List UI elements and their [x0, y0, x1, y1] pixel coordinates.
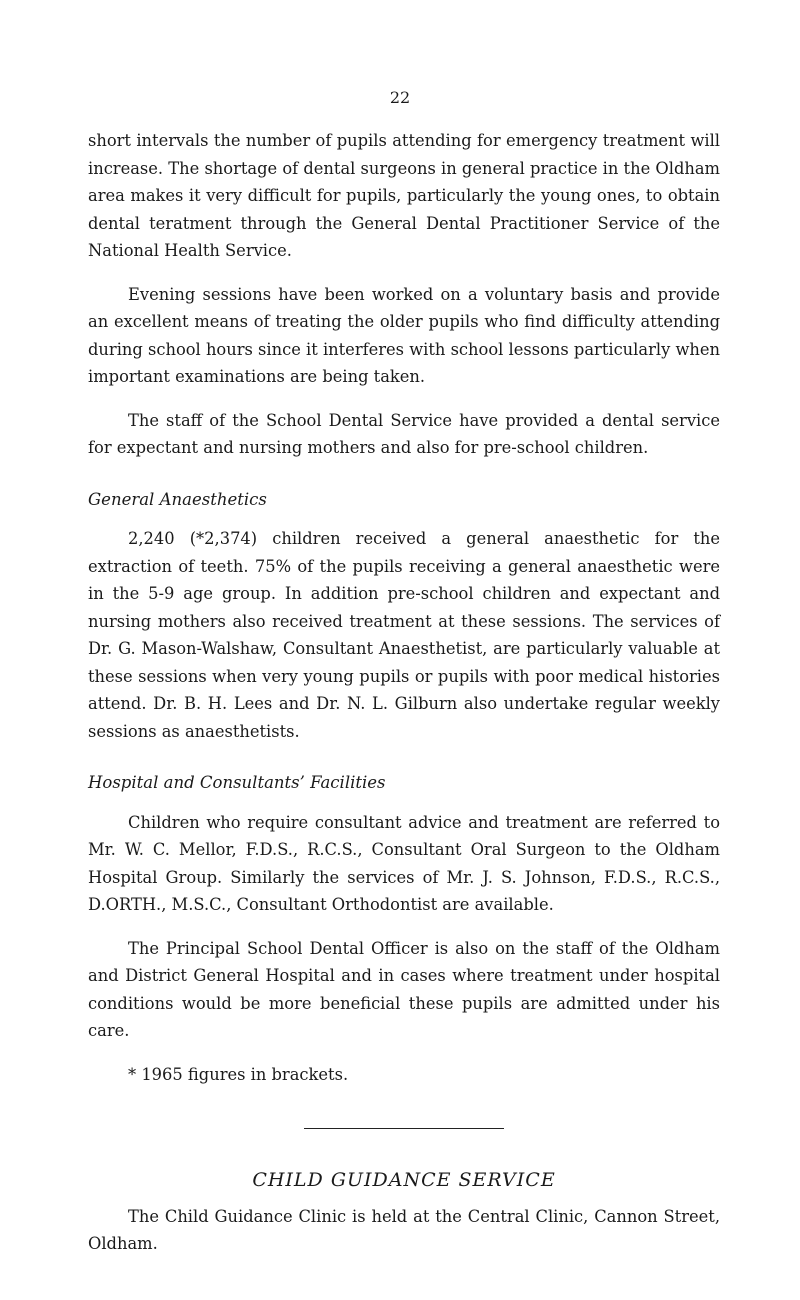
paragraph-anaesthetics: 2,240 (*2,374) children received a general anaesthetic for the extraction of teeth. 75% of the pupils receiving a general anaesthetic were in the 5-9 age group. In addition pre-school children and expectant and nursing mothers also received treatment at these sessions. The services of Dr. G. Mason-Walshaw, Consultant Anaesthetist, are particularly valuable at these sessions when very young pupils or pupils with poor medical histories attend. Dr. B. H. Lees and Dr. N. L. Gilburn also undertake regular weekly sessions as anaesthetists. — [88, 529, 720, 741]
paragraph-principal-officer: The Principal School Dental Officer is also on the staff of the Oldham and District General Hospital and in cases where treatment under hospital conditions would be more beneficial these pupils are admitted under his care. — [88, 938, 720, 1040]
paragraph-evening-sessions: Evening sessions have been worked on a voluntary basis and provide an excellent means of treating the older pupils who find difficulty attending during school hours since it interferes with school lessons particularly when important examinations are being taken. — [88, 284, 720, 386]
paragraph-child-guidance: The Child Guidance Clinic is held at the Central Clinic, Cannon Street, Oldham. — [88, 1206, 720, 1253]
document-body — [88, 127, 720, 1274]
heading-general-anaesthetics: General Anaesthetics — [88, 489, 267, 509]
section-divider — [304, 1128, 504, 1129]
footnote-figures: * 1965 figures in brackets. — [128, 1064, 349, 1084]
paragraph-consultant-advice: Children who require consultant advice and treatment are referred to Mr. W. C. Mellor, F.D.S., R.C.S., Consultant Oral Surgeon to the Oldham Hospital Group. Similarly the services of Mr. J. S. Johnson, F.D.S., R.C.S., D.ORTH., M.S.C., Consultant Orthodontist are available. — [88, 812, 720, 914]
heading-child-guidance: CHILD GUIDANCE SERVICE — [252, 1169, 556, 1191]
heading-hospital-consultants: Hospital and Consultants’ Facilities — [88, 773, 386, 792]
paragraph-expectant-mothers: The staff of the School Dental Service have provided a dental service for expectant and nursing mothers and also for pre-school children. — [88, 410, 720, 457]
paragraph-continuation: short intervals the number of pupils attending for emergency treatment will increase. The shortage of dental surgeons in general practice in the Oldham area makes it very difficult for pupils, particularly the young ones, to obtain dental teratment through the General Dental Practitioner Service of the National Health Service. — [88, 131, 720, 260]
page-number: 22 — [389, 88, 411, 107]
